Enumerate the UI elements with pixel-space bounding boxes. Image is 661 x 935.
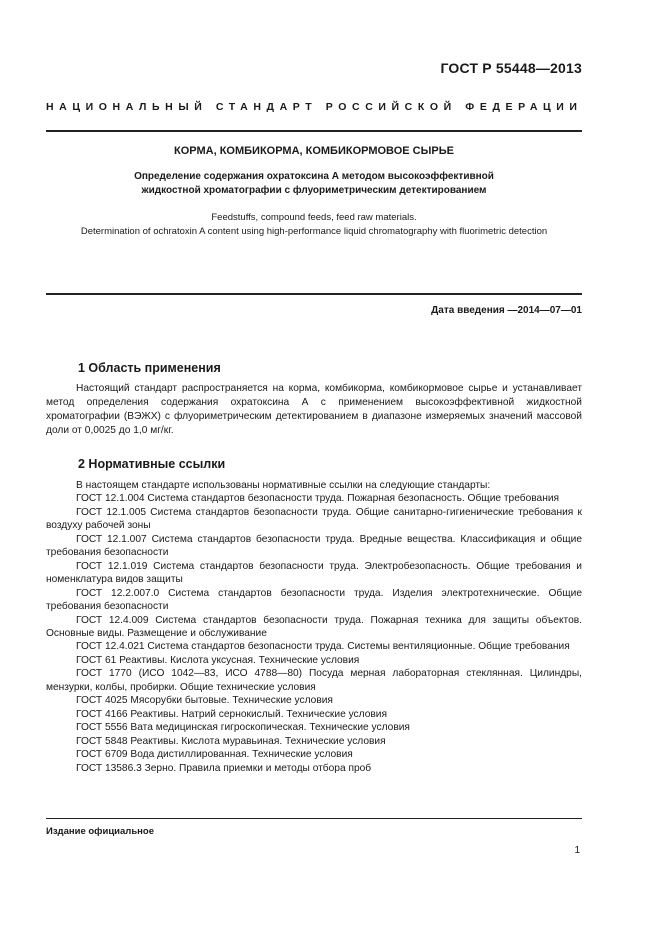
list-item: ГОСТ 12.4.021 Система стандартов безопасности труда. Системы вентиляционные. Общие требования <box>76 641 570 653</box>
list-item: ГОСТ 12.1.004 Система стандартов безопасности труда. Пожарная безопасность. Общие требования <box>76 493 560 505</box>
list-item: ГОСТ 5556 Вата медицинская гигроскопическая. Технические условия <box>76 722 410 734</box>
list-item: ГОСТ 12.4.009 Система стандартов безопасности труда. Пожарная техника для защиты объектов. Основные виды. Размещение и обслуживание <box>46 614 582 639</box>
section-1-heading: 1 Область применения <box>78 361 221 375</box>
list-item: ГОСТ 4025 Мясорубки бытовые. Технические условия <box>76 695 333 707</box>
list-item: ГОСТ 4166 Реактивы. Натрий сернокислый. Технические условия <box>76 708 387 720</box>
english-title-line: Feedstuffs, compound feeds, feed raw materials. <box>211 212 417 223</box>
document-subtitle <box>46 170 582 198</box>
english-title <box>46 211 582 239</box>
english-title-line: Determination of ochratoxin A content using high-performance liquid chromatography with fluorimetric detection <box>80 226 548 237</box>
list-item: В настоящем стандарте использованы нормативные ссылки на следующие стандарты: <box>76 480 491 491</box>
national-standard-heading: НАЦИОНАЛЬНЫЙ СТАНДАРТ РОССИЙСКОЙ ФЕДЕРАЦИИ <box>46 101 583 113</box>
list-item: ГОСТ 6709 Вода дистиллированная. Технические условия <box>76 749 353 761</box>
list-item: ГОСТ 12.1.005 Система стандартов безопасности труда. Общие санитарно-гигиенические требования к воздуху рабочей зоны <box>46 506 582 532</box>
list-item: ГОСТ 13586.3 Зерно. Правила приемки и методы отбора проб <box>76 762 372 774</box>
section-2-heading: 2 Нормативные ссылки <box>78 457 226 471</box>
list-item: ГОСТ 61 Реактивы. Кислота уксусная. Технические условия <box>76 654 360 666</box>
document-title: КОРМА, КОМБИКОРМА, КОМБИКОРМОВОЕ СЫРЬЕ <box>174 145 454 157</box>
section-1-text: Настоящий стандарт распространяется на корма, комбикорма, комбикормовое сырье и устанавливает метод определения содержания охратоксина А с применением высокоэффективной жидкостной хроматографии (ВЭЖХ) с флуориметрическим детектированием в диапазоне измеряемых значений массовой доли от 0,0025 до 1,0 мг/кг. <box>46 383 582 436</box>
subtitle-line: Определение содержания охратоксина А методом высокоэффективной <box>134 171 494 182</box>
effective-date: Дата введения —2014—07—01 <box>431 305 582 316</box>
normative-references-list <box>46 479 582 775</box>
document-number: ГОСТ Р 55448—2013 <box>440 60 582 76</box>
footer-rule <box>46 818 582 819</box>
page-number: 1 <box>574 845 580 856</box>
list-item: ГОСТ 1770 (ИСО 1042—83, ИСО 4788—80) Посуда мерная лабораторная стеклянная. Цилиндры, мензурки, колбы, пробирки. Общие технические условия <box>46 668 582 693</box>
list-item: ГОСТ 5848 Реактивы. Кислота муравьиная. Технические условия <box>76 735 386 747</box>
list-item: ГОСТ 12.1.007 Система стандартов безопасности труда. Вредные вещества. Классификация и общие требования безопасности <box>46 533 582 559</box>
title-rule <box>46 293 582 295</box>
edition-label: Издание официальное <box>46 826 154 837</box>
subtitle-line: жидкостной хроматографии с флуориметрическим детектированием <box>141 185 487 196</box>
list-item: ГОСТ 12.1.019 Система стандартов безопасности труда. Электробезопасность. Общие требования и номенклатура видов защиты <box>46 560 582 586</box>
header-rule <box>46 130 582 132</box>
list-item: ГОСТ 12.2.007.0 Система стандартов безопасности труда. Изделия электротехнические. Общие требования безопасности <box>46 587 582 613</box>
